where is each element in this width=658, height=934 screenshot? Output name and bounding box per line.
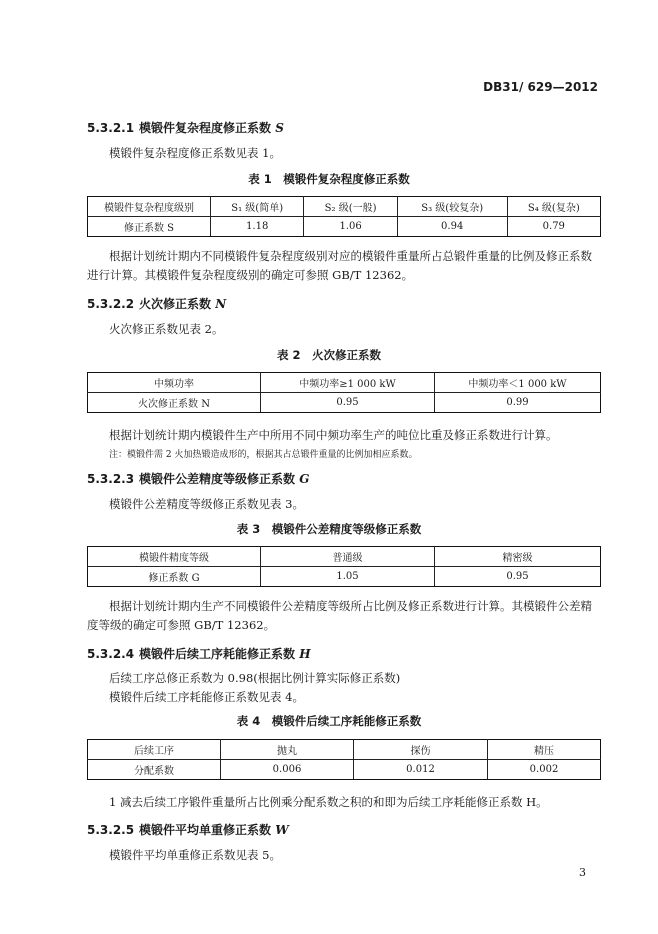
table2-explanation: 根据计划统计期内模锻件生产中所用不同中频功率生产的吨位比重及修正系数进行计算。	[109, 428, 558, 442]
table1-explanation: 根据计划统计期内不同模锻件复杂程度级别对应的模锻件重量所占总锻件重量的比例及修正系数进行计算。其模锻件复杂程度级别的确定可参照 GB/T 12362。	[87, 249, 592, 282]
table4-caption: 表 4 模锻件后续工序耗能修正系数	[236, 714, 422, 728]
section-title: 模锻件平均单重修正系数	[139, 823, 272, 837]
section-title: 模锻件公差精度等级修正系数	[139, 472, 296, 486]
table-cell: 探伤	[354, 740, 488, 760]
table-cell: 中频功率＜1 000 kW	[435, 373, 601, 393]
table-cell: S₂ 级(一般)	[304, 197, 397, 217]
section-text-line: 后续工序总修正系数为 0.98(根据比例计算实际修正系数)	[109, 671, 401, 685]
table-cell: 中频功率≥1 000 kW	[261, 373, 435, 393]
table-cell: 0.95	[435, 567, 601, 587]
table-cell: 1.05	[261, 567, 435, 587]
table1-caption: 表 1 模锻件复杂程度修正系数	[248, 172, 410, 186]
table-header-row	[88, 373, 601, 393]
table-cell: 火次修正系数 N	[88, 393, 261, 413]
table2-caption: 表 2 火次修正系数	[276, 348, 381, 362]
table-cell: 模锻件复杂程度级别	[88, 197, 211, 217]
section-intro: 模锻件平均单重修正系数见表 5。	[109, 848, 281, 862]
section-number: 5.3.2.5	[87, 823, 135, 837]
section-number: 5.3.2.4	[87, 647, 135, 661]
table-cell: 普通级	[261, 547, 435, 567]
section-intro: 火次修正系数见表 2。	[109, 322, 224, 336]
table4	[87, 739, 601, 780]
table-cell: S₁ 级(简单)	[211, 197, 304, 217]
section-intro: 模锻件复杂程度修正系数见表 1。	[109, 146, 281, 160]
table2	[87, 372, 601, 413]
section-heading-5-3-2-3	[87, 470, 309, 487]
table-cell: 修正系数 G	[88, 567, 261, 587]
table3	[87, 546, 601, 587]
table4-explanation: 1 减去后续工序锻件重量所占比例乘分配系数之积的和即为后续工序耗能修正系数 H。	[109, 795, 548, 809]
section-symbol: W	[275, 823, 289, 837]
table-cell: 模锻件精度等级	[88, 547, 261, 567]
table-header-row	[88, 197, 601, 217]
section-heading-5-3-2-5	[87, 821, 289, 838]
table-cell: 0.95	[261, 393, 435, 413]
table-cell: 精密级	[435, 547, 601, 567]
section-number: 5.3.2.2	[87, 297, 135, 311]
table-header-row	[88, 547, 601, 567]
table-cell: 中频功率	[88, 373, 261, 393]
table3-caption: 表 3 模锻件公差精度等级修正系数	[236, 522, 422, 536]
section-heading-5-3-2-4	[87, 645, 311, 662]
section-title: 模锻件后续工序耗能修正系数	[139, 647, 296, 661]
table-row	[88, 393, 601, 413]
section-symbol: H	[299, 647, 311, 661]
table2-note: 注：模锻件需 2 火加热锻造成形的，根据其占总锻件重量的比例加相应系数。	[109, 450, 418, 460]
table-row	[88, 217, 601, 237]
table-cell: 0.012	[354, 760, 488, 780]
table-cell: S₃ 级(较复杂)	[397, 197, 507, 217]
section-number: 5.3.2.3	[87, 472, 135, 486]
table-cell: 0.94	[397, 217, 507, 237]
table3-explanation: 根据计划统计期内生产不同模锻件公差精度等级所占比例及修正系数进行计算。其模锻件公差精度等级的确定可参照 GB/T 12362。	[87, 599, 592, 632]
section-intro: 模锻件后续工序耗能修正系数见表 4。	[109, 690, 304, 704]
table-cell: 0.79	[507, 217, 600, 237]
section-heading-5-3-2-2	[87, 295, 226, 312]
section-intro: 模锻件公差精度等级修正系数见表 3。	[109, 497, 304, 511]
section-symbol: S	[275, 121, 284, 135]
section-symbol: G	[299, 472, 310, 486]
section-heading-5-3-2-1	[87, 119, 284, 136]
table-cell: 后续工序	[88, 740, 221, 760]
table-cell: 0.99	[435, 393, 601, 413]
table-cell: 1.06	[304, 217, 397, 237]
table-cell: 修正系数 S	[88, 217, 211, 237]
table-cell: 抛丸	[221, 740, 354, 760]
table1	[87, 196, 601, 237]
document-number: DB31/ 629—2012	[483, 80, 598, 94]
table-cell: 精压	[488, 740, 601, 760]
table-cell: 分配系数	[88, 760, 221, 780]
section-title: 模锻件复杂程度修正系数	[139, 121, 272, 135]
section-symbol: N	[215, 297, 227, 311]
table-cell: 1.18	[211, 217, 304, 237]
table-row	[88, 567, 601, 587]
section-title: 火次修正系数	[139, 297, 212, 311]
table-cell: 0.002	[488, 760, 601, 780]
section-number: 5.3.2.1	[87, 121, 135, 135]
table-row	[88, 760, 601, 780]
table-header-row	[88, 740, 601, 760]
table-cell: S₄ 级(复杂)	[507, 197, 600, 217]
table-cell: 0.006	[221, 760, 354, 780]
page-number: 3	[579, 866, 586, 879]
